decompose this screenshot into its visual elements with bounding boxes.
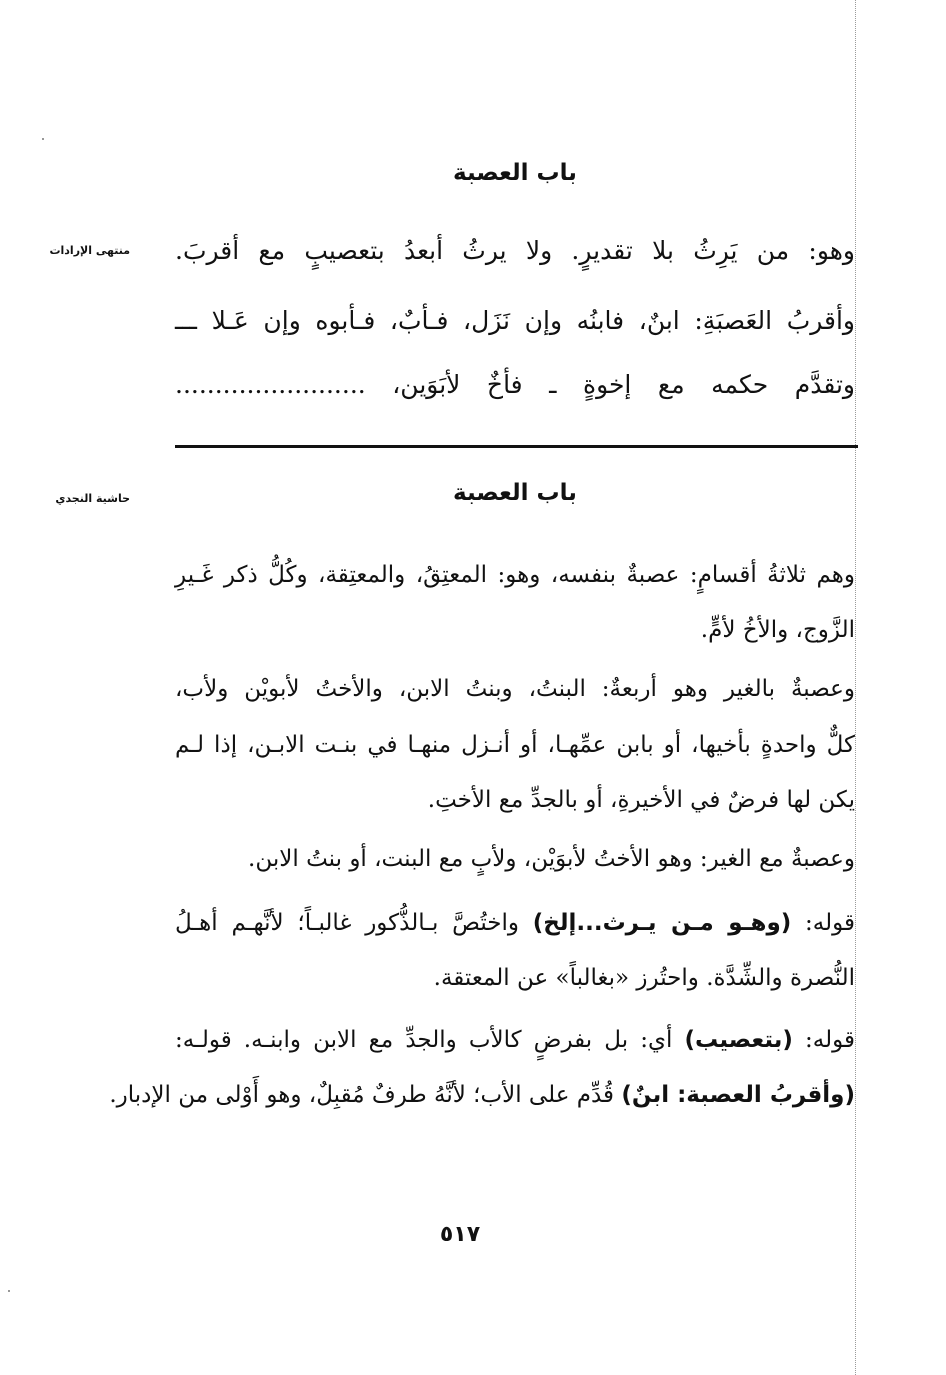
- hashiya-heading: باب العصبة: [453, 480, 577, 506]
- matn-line-2: وأقربُ العَصبَةِ: ابنٌ، فابنُه وإن نَزَل، فـأبٌ، فـأبوه وإن عَـلا ـــ: [175, 306, 855, 335]
- hashiya-p2-line-1: وعصبةٌ بالغير وهو أربعةٌ: البنتُ، وبنتُ الابن، والأختُ لأبويْن ولأب،: [175, 676, 855, 702]
- hashiya-p4-post: واختُصَّ بـالذُّكور غالبـاً؛ لأنَّهـم أهـلُ: [175, 910, 533, 936]
- hashiya-p1-line-1: وهم ثلاثةُ أقسامٍ: عصبةٌ بنفسه، وهو: المعتِقُ، والمعتِقة، وكُلُّ ذكر غَـيرِ: [175, 562, 855, 588]
- hashiya-p5-post2: قُدِّم على الأب؛ لأنَّهُ طرفٌ مُقبِلٌ، وهو أَوْلى من الإدبار.: [109, 1082, 622, 1108]
- matn-line-3: وتقدَّم حكمه مع إخوةٍ ـ فأخٌ لأبَوَين، ........................: [175, 370, 855, 399]
- binding-dotted-line: [855, 0, 856, 1375]
- matn-source-label: منتهى الإرادات: [49, 244, 130, 257]
- hashiya-p5-pre: قوله:: [792, 1027, 855, 1053]
- scan-speck: [42, 138, 44, 140]
- hashiya-p4-bold: (وهـو مـن يـرث...إلخ): [532, 910, 792, 936]
- section-divider: [175, 445, 858, 448]
- matn-line-1: وهو: من يَرِثُ بلا تقديرٍ. ولا يرثُ أبعدُ بتعصيبٍ مع أقربَ.: [175, 236, 855, 265]
- hashiya-p5-line-2: [109, 1082, 855, 1108]
- hashiya-p1-line-2: الزَّوج، والأخُ لأمٍّ.: [700, 617, 855, 643]
- hashiya-source-label: حاشية النجدي: [55, 492, 130, 505]
- hashiya-p5-bold1: (بتعصيب): [684, 1027, 793, 1053]
- hashiya-p4-line-1: [175, 910, 855, 936]
- hashiya-p5-line-1: [175, 1027, 855, 1053]
- hashiya-p5-mid: أي: بل بفرضٍ كالأب والجدِّ مع الابن وابنـه. قولـه:: [175, 1027, 685, 1053]
- matn-heading: باب العصبة: [453, 160, 577, 186]
- scan-speck: [8, 1290, 10, 1292]
- hashiya-p5-bold2: (وأقربُ العصبة: ابنٌ): [621, 1082, 855, 1108]
- hashiya-p4-line-2: النُّصرة والشِّدَّة. واحتُرز «بغالباً» عن المعتقة.: [433, 965, 855, 991]
- hashiya-p3-line-1: وعصبةٌ مع الغير: وهو الأختُ لأبوَيْن، ولأبٍ مع البنت، أو بنتُ الابن.: [248, 846, 855, 872]
- hashiya-p2-line-3: يكن لها فرضٌ في الأخيرةِ، أو بالجدِّ مع الأختِ.: [427, 787, 855, 813]
- page-number: ٥١٧: [439, 1222, 481, 1247]
- hashiya-p4-pre: قوله:: [791, 910, 856, 936]
- hashiya-p2-line-2: كلٌّ واحدةٍ بأخيها، أو بابن عمِّهـا، أو أنـزل منهـا في بنـت الابـن، إذا لـم: [175, 732, 855, 758]
